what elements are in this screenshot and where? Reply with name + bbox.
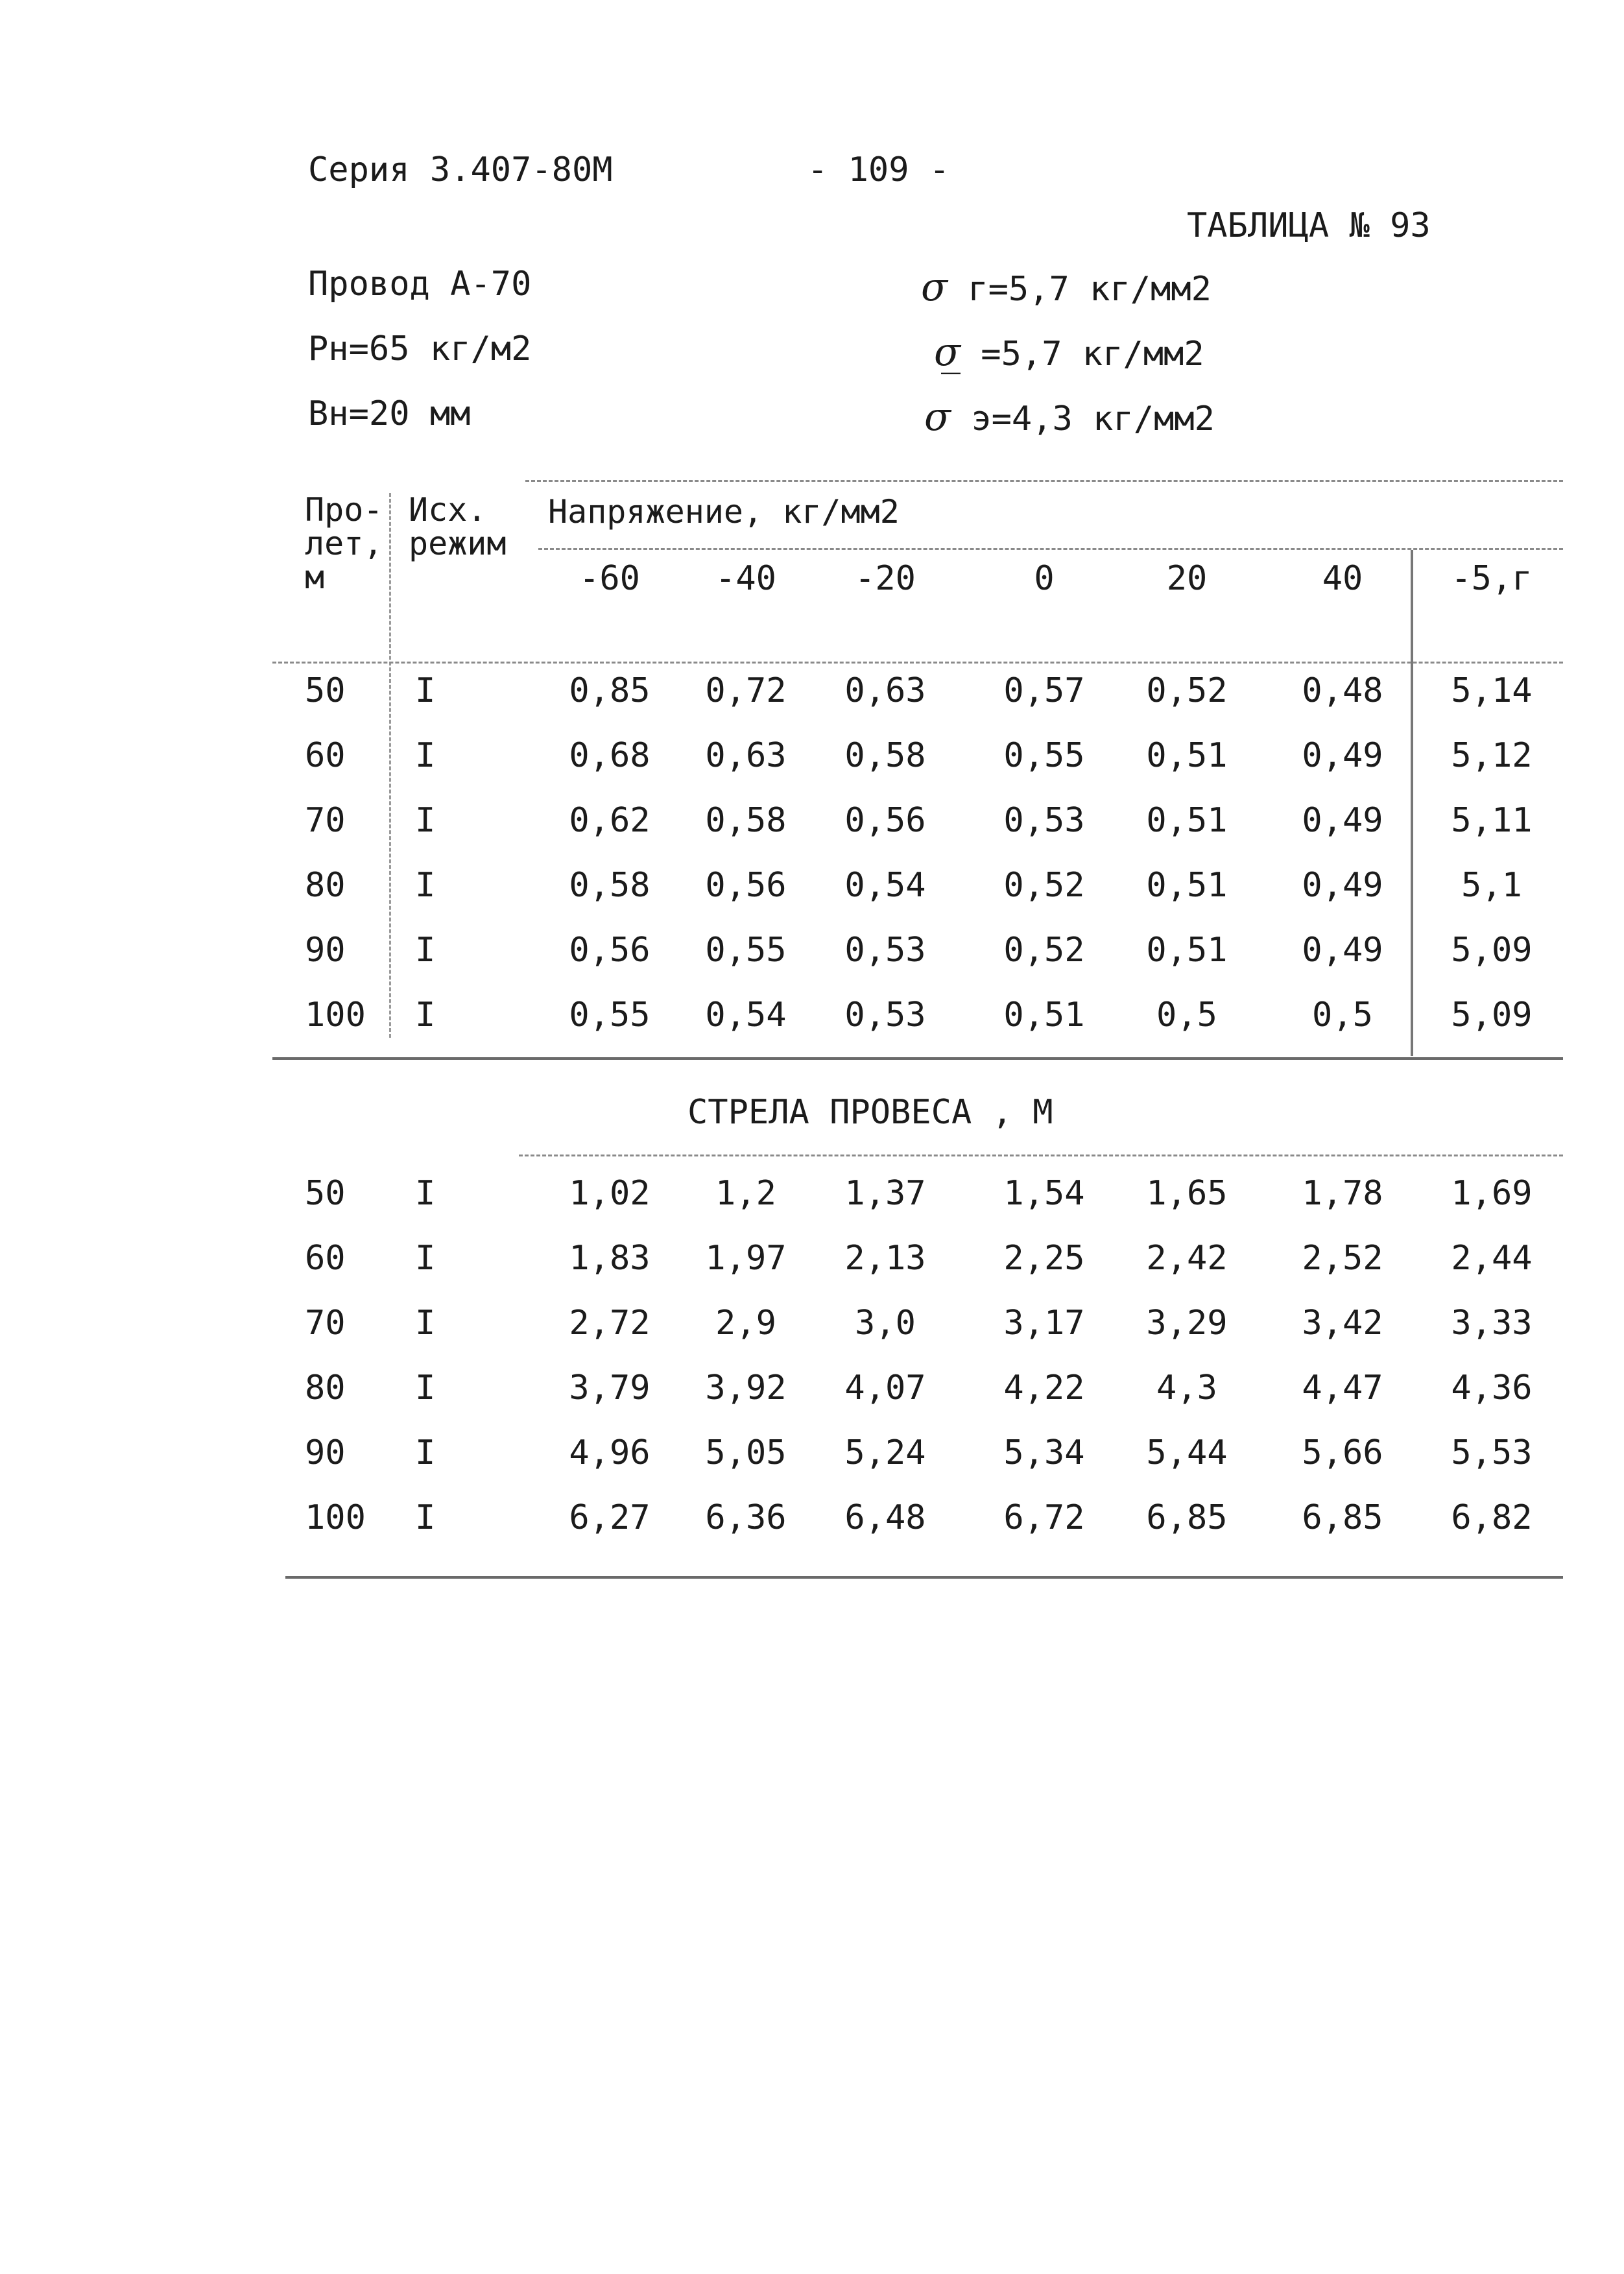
sigma-g-value: г=5,7 кг/мм2 [968,270,1212,309]
tension-value-cell: 0,55 [569,996,651,1035]
tension-value-cell: 0,58 [705,801,787,840]
sigma-e-param [924,394,1215,440]
tension-value-cell: 0,49 [1302,736,1383,775]
temperature-header: 0 [1034,559,1055,598]
sag-value-cell: 1,69 [1451,1174,1533,1213]
tension-value-cell: 0,49 [1302,931,1383,970]
col-mode-header: Исх. режим [409,491,507,562]
sag-value-cell: 5,05 [705,1433,787,1472]
sag-value-cell: 1,02 [569,1174,651,1213]
mode-cell: I [415,1239,436,1278]
tension-value-cell: 0,52 [1003,866,1085,905]
tension-value-cell: 5,12 [1451,736,1533,775]
sag-value-cell: 2,72 [569,1304,651,1343]
mode-cell: I [415,736,436,775]
temperature-header: 40 [1322,559,1363,598]
sag-value-cell: 3,92 [705,1369,787,1407]
tension-value-cell: 0,51 [1146,931,1228,970]
sag-value-cell: 4,47 [1302,1369,1383,1407]
sag-value-cell: 1,65 [1146,1174,1228,1213]
tension-value-cell: 0,51 [1003,996,1085,1035]
sag-value-cell: 1,97 [705,1239,787,1278]
sag-value-cell: 4,36 [1451,1369,1533,1407]
tension-value-cell: 5,09 [1451,931,1533,970]
temperature-header: -60 [579,559,640,598]
sag-value-cell: 5,66 [1302,1433,1383,1472]
sag-value-cell: 5,24 [844,1433,926,1472]
sag-value-cell: 1,37 [844,1174,926,1213]
mode-cell: I [415,1433,436,1472]
sigma-e-icon: σ [924,394,951,440]
span-cell: 80 [305,1369,346,1407]
tension-value-cell: 0,68 [569,736,651,775]
sag-value-cell: 4,3 [1156,1369,1217,1407]
tension-value-cell: 0,54 [705,996,787,1035]
sag-value-cell: 5,34 [1003,1433,1085,1472]
span-cell: 80 [305,866,346,905]
sag-title-rule [519,1155,1563,1156]
tension-value-cell: 0,55 [705,931,787,970]
sag-value-cell: 3,29 [1146,1304,1228,1343]
tension-value-cell: 0,52 [1003,931,1085,970]
page-number: - 109 - [807,150,950,189]
tension-bottom-rule [272,1057,1563,1060]
sigma-e-value: э=4,3 кг/мм2 [971,400,1215,438]
mode-cell: I [415,671,436,710]
tension-value-cell: 5,1 [1461,866,1522,905]
span-col-separator [389,493,391,1038]
sag-value-cell: 6,85 [1146,1498,1228,1537]
tension-value-cell: 0,52 [1146,671,1228,710]
sag-value-cell: 2,42 [1146,1239,1228,1278]
table-title: ТАБЛИЦА № 93 [1187,206,1431,245]
bn-value: Вн=20 мм [308,394,471,433]
temperature-header: -5,г [1451,559,1533,598]
span-cell: 50 [305,671,346,710]
tension-value-cell: 0,58 [569,866,651,905]
mode-cell: I [415,801,436,840]
tension-value-cell: 0,56 [844,801,926,840]
col-span-header: Про- лет, м [305,491,383,596]
tension-header-rule [538,548,1563,550]
pn-value: Рн=65 кг/м2 [308,329,532,368]
mode-cell: I [415,1304,436,1343]
sag-value-cell: 1,78 [1302,1174,1383,1213]
tension-value-cell: 5,11 [1451,801,1533,840]
table-bottom-rule [285,1576,1563,1579]
tension-value-cell: 0,51 [1146,866,1228,905]
tension-value-cell: 0,49 [1302,866,1383,905]
span-cell: 60 [305,736,346,775]
tension-value-cell: 0,56 [705,866,787,905]
sag-value-cell: 4,96 [569,1433,651,1472]
sag-value-cell: 6,72 [1003,1498,1085,1537]
sigma-minus-value: =5,7 кг/мм2 [981,335,1204,374]
span-cell: 90 [305,931,346,970]
header-bottom-rule [272,662,1563,664]
sag-value-cell: 6,82 [1451,1498,1533,1537]
col-tension-title: Напряжение, кг/мм2 [548,493,900,531]
sigma-minus-icon: σ̲ [934,329,961,375]
series-label: Серия 3.407-80М [308,150,613,189]
sag-value-cell: 1,54 [1003,1174,1085,1213]
tension-value-cell: 0,48 [1302,671,1383,710]
sag-value-cell: 3,33 [1451,1304,1533,1343]
span-cell: 100 [305,996,366,1035]
mode-cell: I [415,1369,436,1407]
mode-cell: I [415,996,436,1035]
wire-type: Провод А-70 [308,265,532,304]
mode-cell: I [415,1498,436,1537]
tension-value-cell: 0,53 [844,931,926,970]
sag-value-cell: 4,22 [1003,1369,1085,1407]
tension-value-cell: 0,5 [1312,996,1373,1035]
mode-cell: I [415,931,436,970]
temperature-header: 20 [1166,559,1208,598]
sigma-icon: σ [921,265,948,310]
sag-value-cell: 4,07 [844,1369,926,1407]
tension-value-cell: 0,57 [1003,671,1085,710]
sag-value-cell: 1,2 [715,1174,776,1213]
tension-value-cell: 5,14 [1451,671,1533,710]
tension-value-cell: 0,51 [1146,801,1228,840]
last-col-separator [1411,550,1413,1056]
sag-value-cell: 5,44 [1146,1433,1228,1472]
sag-value-cell: 2,44 [1451,1239,1533,1278]
tension-value-cell: 0,53 [844,996,926,1035]
tension-value-cell: 0,72 [705,671,787,710]
sag-value-cell: 2,13 [844,1239,926,1278]
span-cell: 70 [305,1304,346,1343]
tension-value-cell: 0,63 [705,736,787,775]
tension-value-cell: 0,53 [1003,801,1085,840]
tension-value-cell: 0,56 [569,931,651,970]
sigma-minus-param [934,329,1204,375]
temperature-header: -40 [715,559,776,598]
sag-value-cell: 6,48 [844,1498,926,1537]
tension-value-cell: 0,62 [569,801,651,840]
sag-value-cell: 2,25 [1003,1239,1085,1278]
span-cell: 70 [305,801,346,840]
tension-value-cell: 0,54 [844,866,926,905]
span-cell: 50 [305,1174,346,1213]
sag-value-cell: 6,27 [569,1498,651,1537]
sag-value-cell: 2,9 [715,1304,776,1343]
sag-value-cell: 2,52 [1302,1239,1383,1278]
tension-value-cell: 0,63 [844,671,926,710]
sag-title: СТРЕЛА ПРОВЕСА , М [687,1093,1053,1132]
span-cell: 60 [305,1239,346,1278]
tension-value-cell: 0,55 [1003,736,1085,775]
sag-value-cell: 3,42 [1302,1304,1383,1343]
mode-cell: I [415,866,436,905]
sag-value-cell: 3,79 [569,1369,651,1407]
sag-value-cell: 1,83 [569,1239,651,1278]
tension-value-cell: 0,49 [1302,801,1383,840]
mode-cell: I [415,1174,436,1213]
tension-value-cell: 0,85 [569,671,651,710]
tension-value-cell: 5,09 [1451,996,1533,1035]
temperature-header: -20 [855,559,916,598]
sag-value-cell: 6,85 [1302,1498,1383,1537]
sag-value-cell: 3,0 [855,1304,916,1343]
sag-value-cell: 5,53 [1451,1433,1533,1472]
span-cell: 90 [305,1433,346,1472]
tension-value-cell: 0,5 [1156,996,1217,1035]
sag-value-cell: 6,36 [705,1498,787,1537]
sigma-g-param [921,265,1212,310]
tension-value-cell: 0,51 [1146,736,1228,775]
sag-value-cell: 3,17 [1003,1304,1085,1343]
tension-value-cell: 0,58 [844,736,926,775]
table-top-rule [525,480,1563,482]
span-cell: 100 [305,1498,366,1537]
